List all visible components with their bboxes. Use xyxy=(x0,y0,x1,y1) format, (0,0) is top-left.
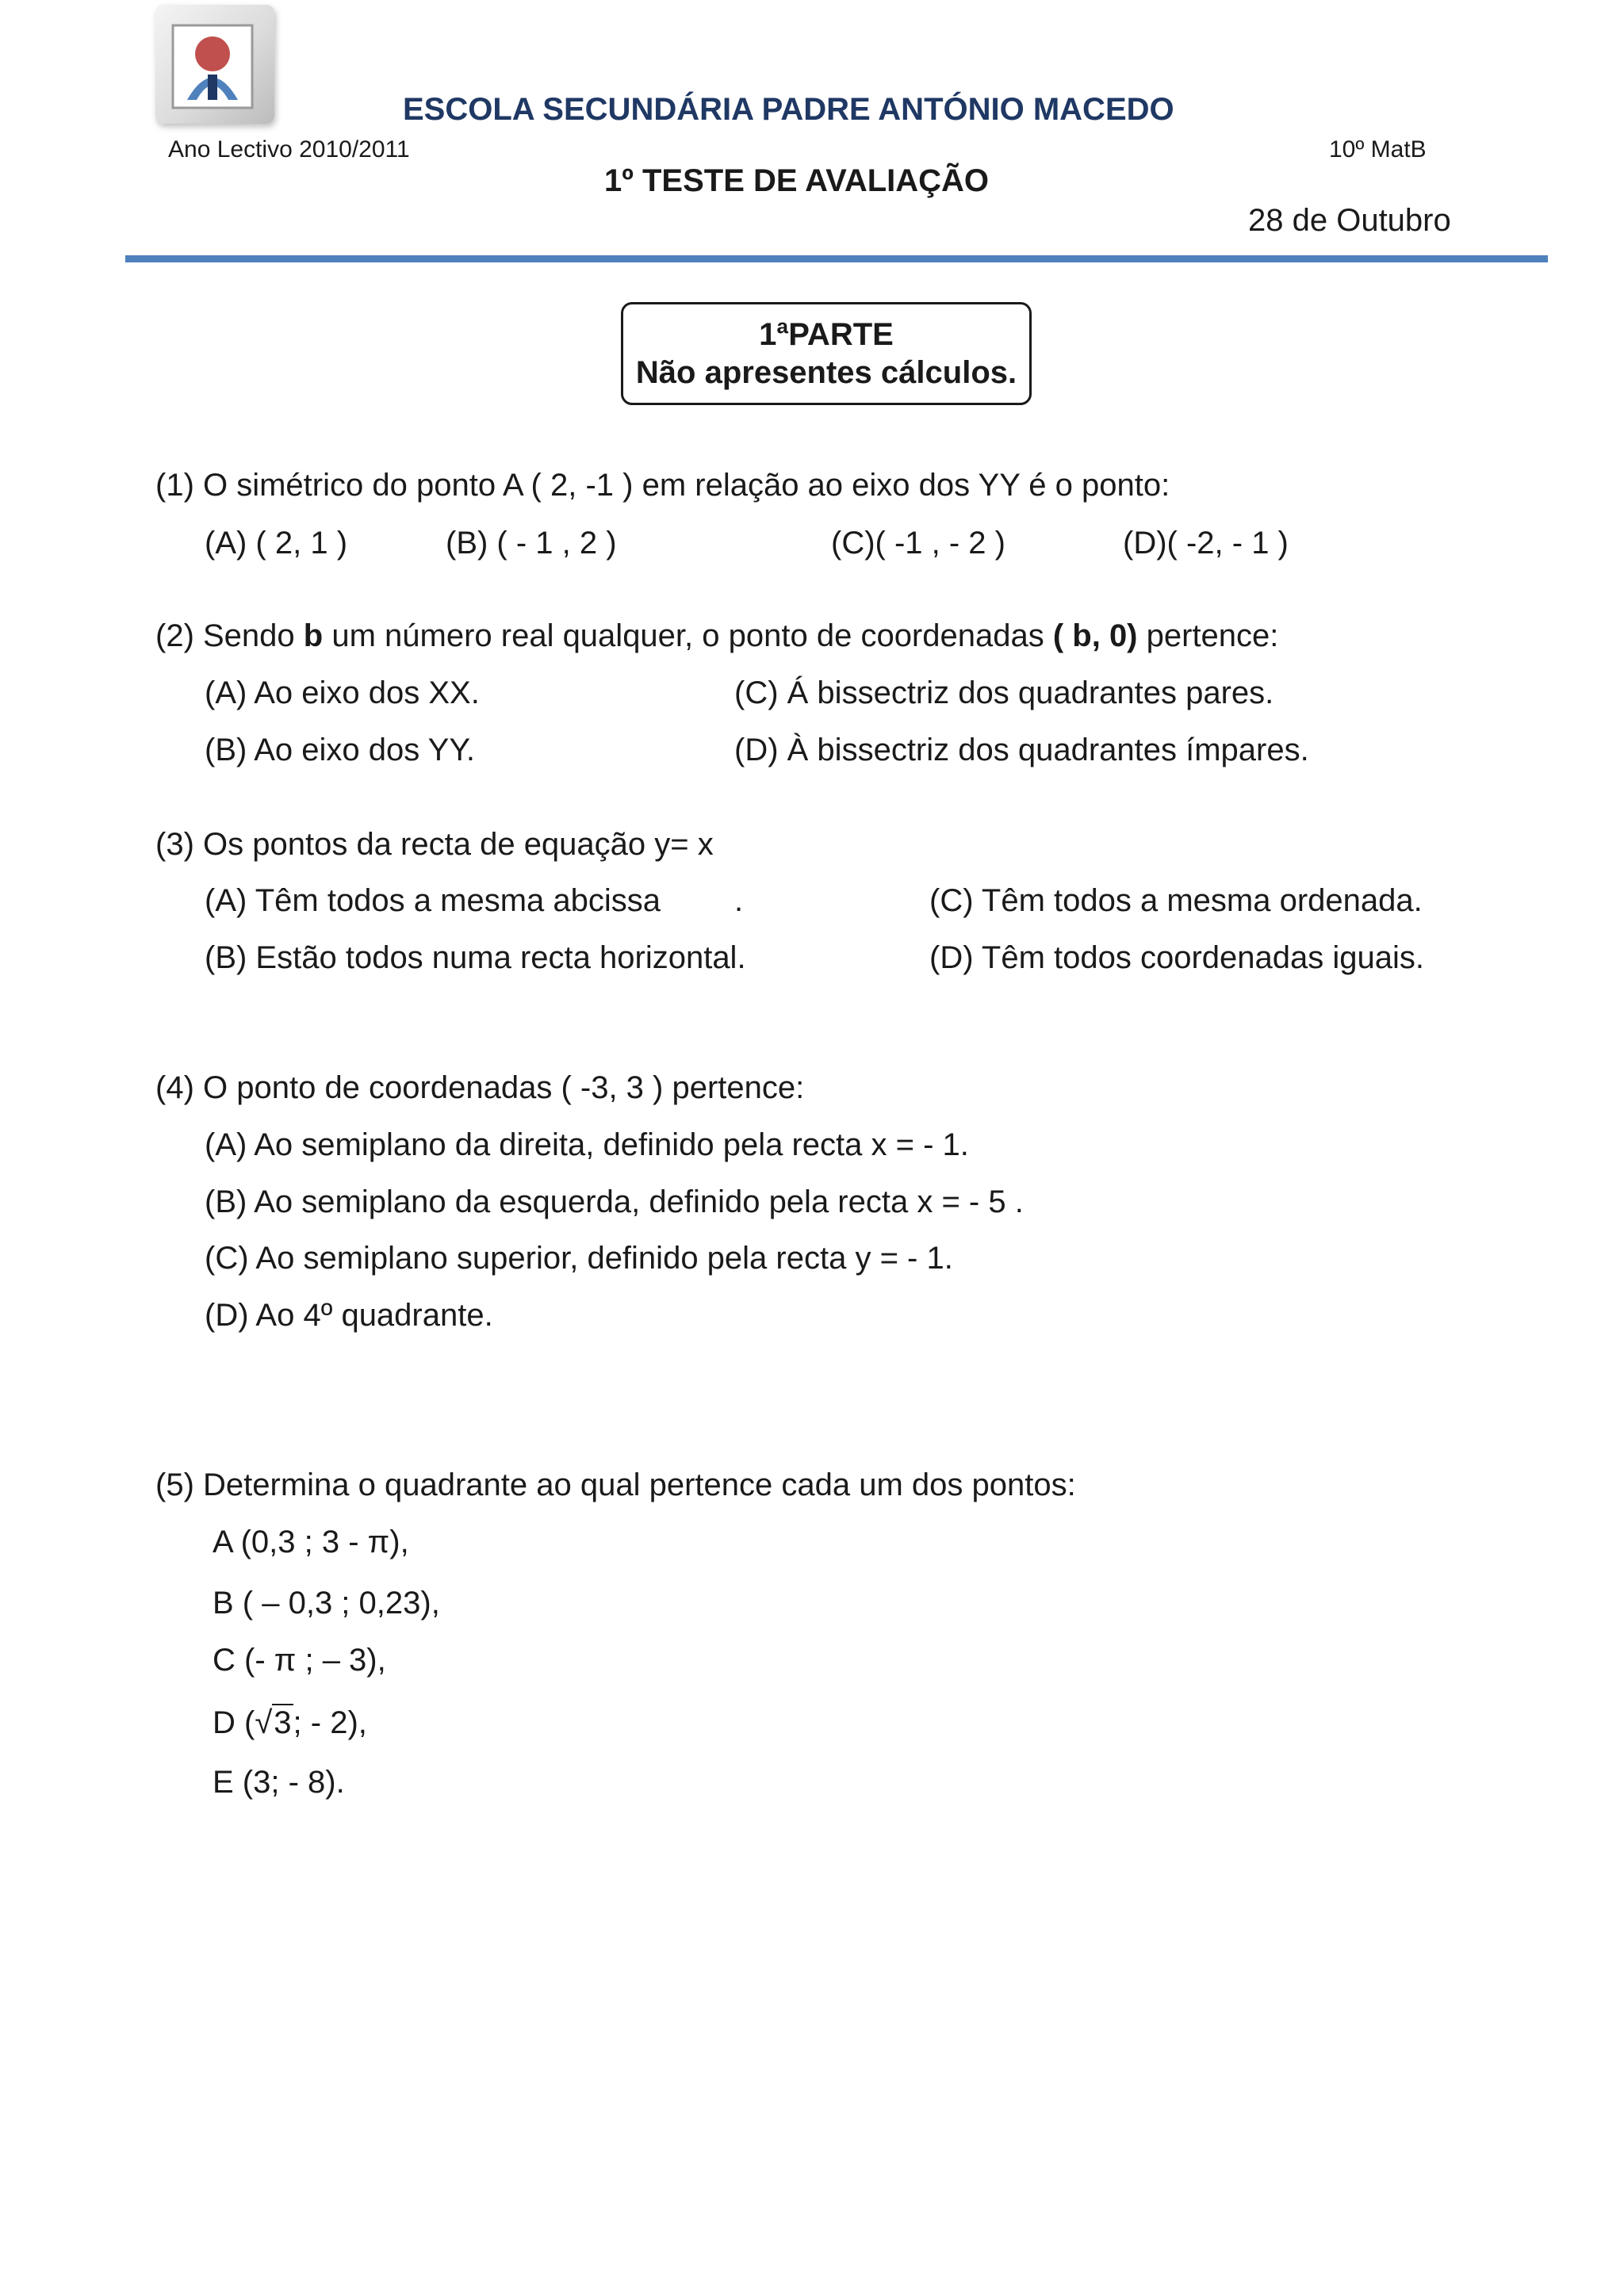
test-date: 28 de Outubro xyxy=(1248,203,1451,238)
parte-title: 1ªPARTE xyxy=(759,317,894,352)
test-title: 1º TESTE DE AVALIAÇÃO xyxy=(604,163,990,198)
question-3-option-c: (C) Têm todos a mesma ordenada. xyxy=(929,883,1423,918)
question-2-option-d: (D) À bissectriz dos quadrantes ímpares. xyxy=(734,733,1309,767)
parte-box xyxy=(621,302,1032,405)
question-4-option-d: (D) Ao 4º quadrante. xyxy=(205,1298,493,1333)
parte-instruction: Não apresentes cálculos. xyxy=(635,355,1017,390)
question-3-option-d: (D) Têm todos coordenadas iguais. xyxy=(929,940,1425,975)
question-5-point-a: A (0,3 ; 3 - π), xyxy=(213,1525,409,1559)
question-5-point-e: E (3; - 8). xyxy=(213,1765,345,1800)
question-3-option-a-period: . xyxy=(734,883,744,918)
question-5-point-b: B ( – 0,3 ; 0,23), xyxy=(213,1586,440,1621)
question-5-stem: (5) Determina o quadrante ao qual pertence cada um dos pontos: xyxy=(155,1468,1076,1502)
question-4-option-a: (A) Ao semiplano da direita, definido pela recta x = - 1. xyxy=(205,1127,969,1162)
class-label: 10º MatB xyxy=(1329,136,1427,163)
school-year: Ano Lectivo 2010/2011 xyxy=(168,136,410,163)
question-4-option-c: (C) Ao semiplano superior, definido pela recta y = - 1. xyxy=(205,1241,953,1276)
question-2-stem: (2) Sendo b um número real qualquer, o ponto de coordenadas ( b, 0) pertence: xyxy=(155,618,1279,653)
school-name: ESCOLA SECUNDÁRIA PADRE ANTÓNIO MACEDO xyxy=(403,92,1174,127)
question-5-point-d: D (√3; - 2), xyxy=(213,1705,367,1740)
question-1-option-a: (A) ( 2, 1 ) xyxy=(205,526,348,561)
question-2-option-b: (B) Ao eixo dos YY. xyxy=(205,733,475,767)
square-root: √3 xyxy=(255,1705,292,1740)
question-1-option-b: (B) ( - 1 , 2 ) xyxy=(446,526,617,561)
question-3-option-b: (B) Estão todos numa recta horizontal. xyxy=(205,940,746,975)
question-1-stem: (1) O simétrico do ponto A ( 2, -1 ) em relação ao eixo dos YY é o ponto: xyxy=(155,468,1170,503)
school-logo-icon xyxy=(155,5,274,124)
question-2-option-a: (A) Ao eixo dos XX. xyxy=(205,675,480,710)
question-4-option-b: (B) Ao semiplano da esquerda, definido pela recta x = - 5 . xyxy=(205,1184,1024,1219)
question-2-option-c: (C) Á bissectriz dos quadrantes pares. xyxy=(734,675,1274,710)
question-1-option-c: (C)( -1 , - 2 ) xyxy=(831,526,1005,561)
question-4-stem: (4) O ponto de coordenadas ( -3, 3 ) pertence: xyxy=(155,1070,805,1105)
question-5-point-c: C (- π ; – 3), xyxy=(213,1643,386,1678)
header-divider xyxy=(125,255,1548,262)
question-1-option-d: (D)( -2, - 1 ) xyxy=(1123,526,1289,561)
question-3-option-a: (A) Têm todos a mesma abcissa xyxy=(205,883,661,918)
question-3-stem: (3) Os pontos da recta de equação y= x xyxy=(155,827,714,862)
